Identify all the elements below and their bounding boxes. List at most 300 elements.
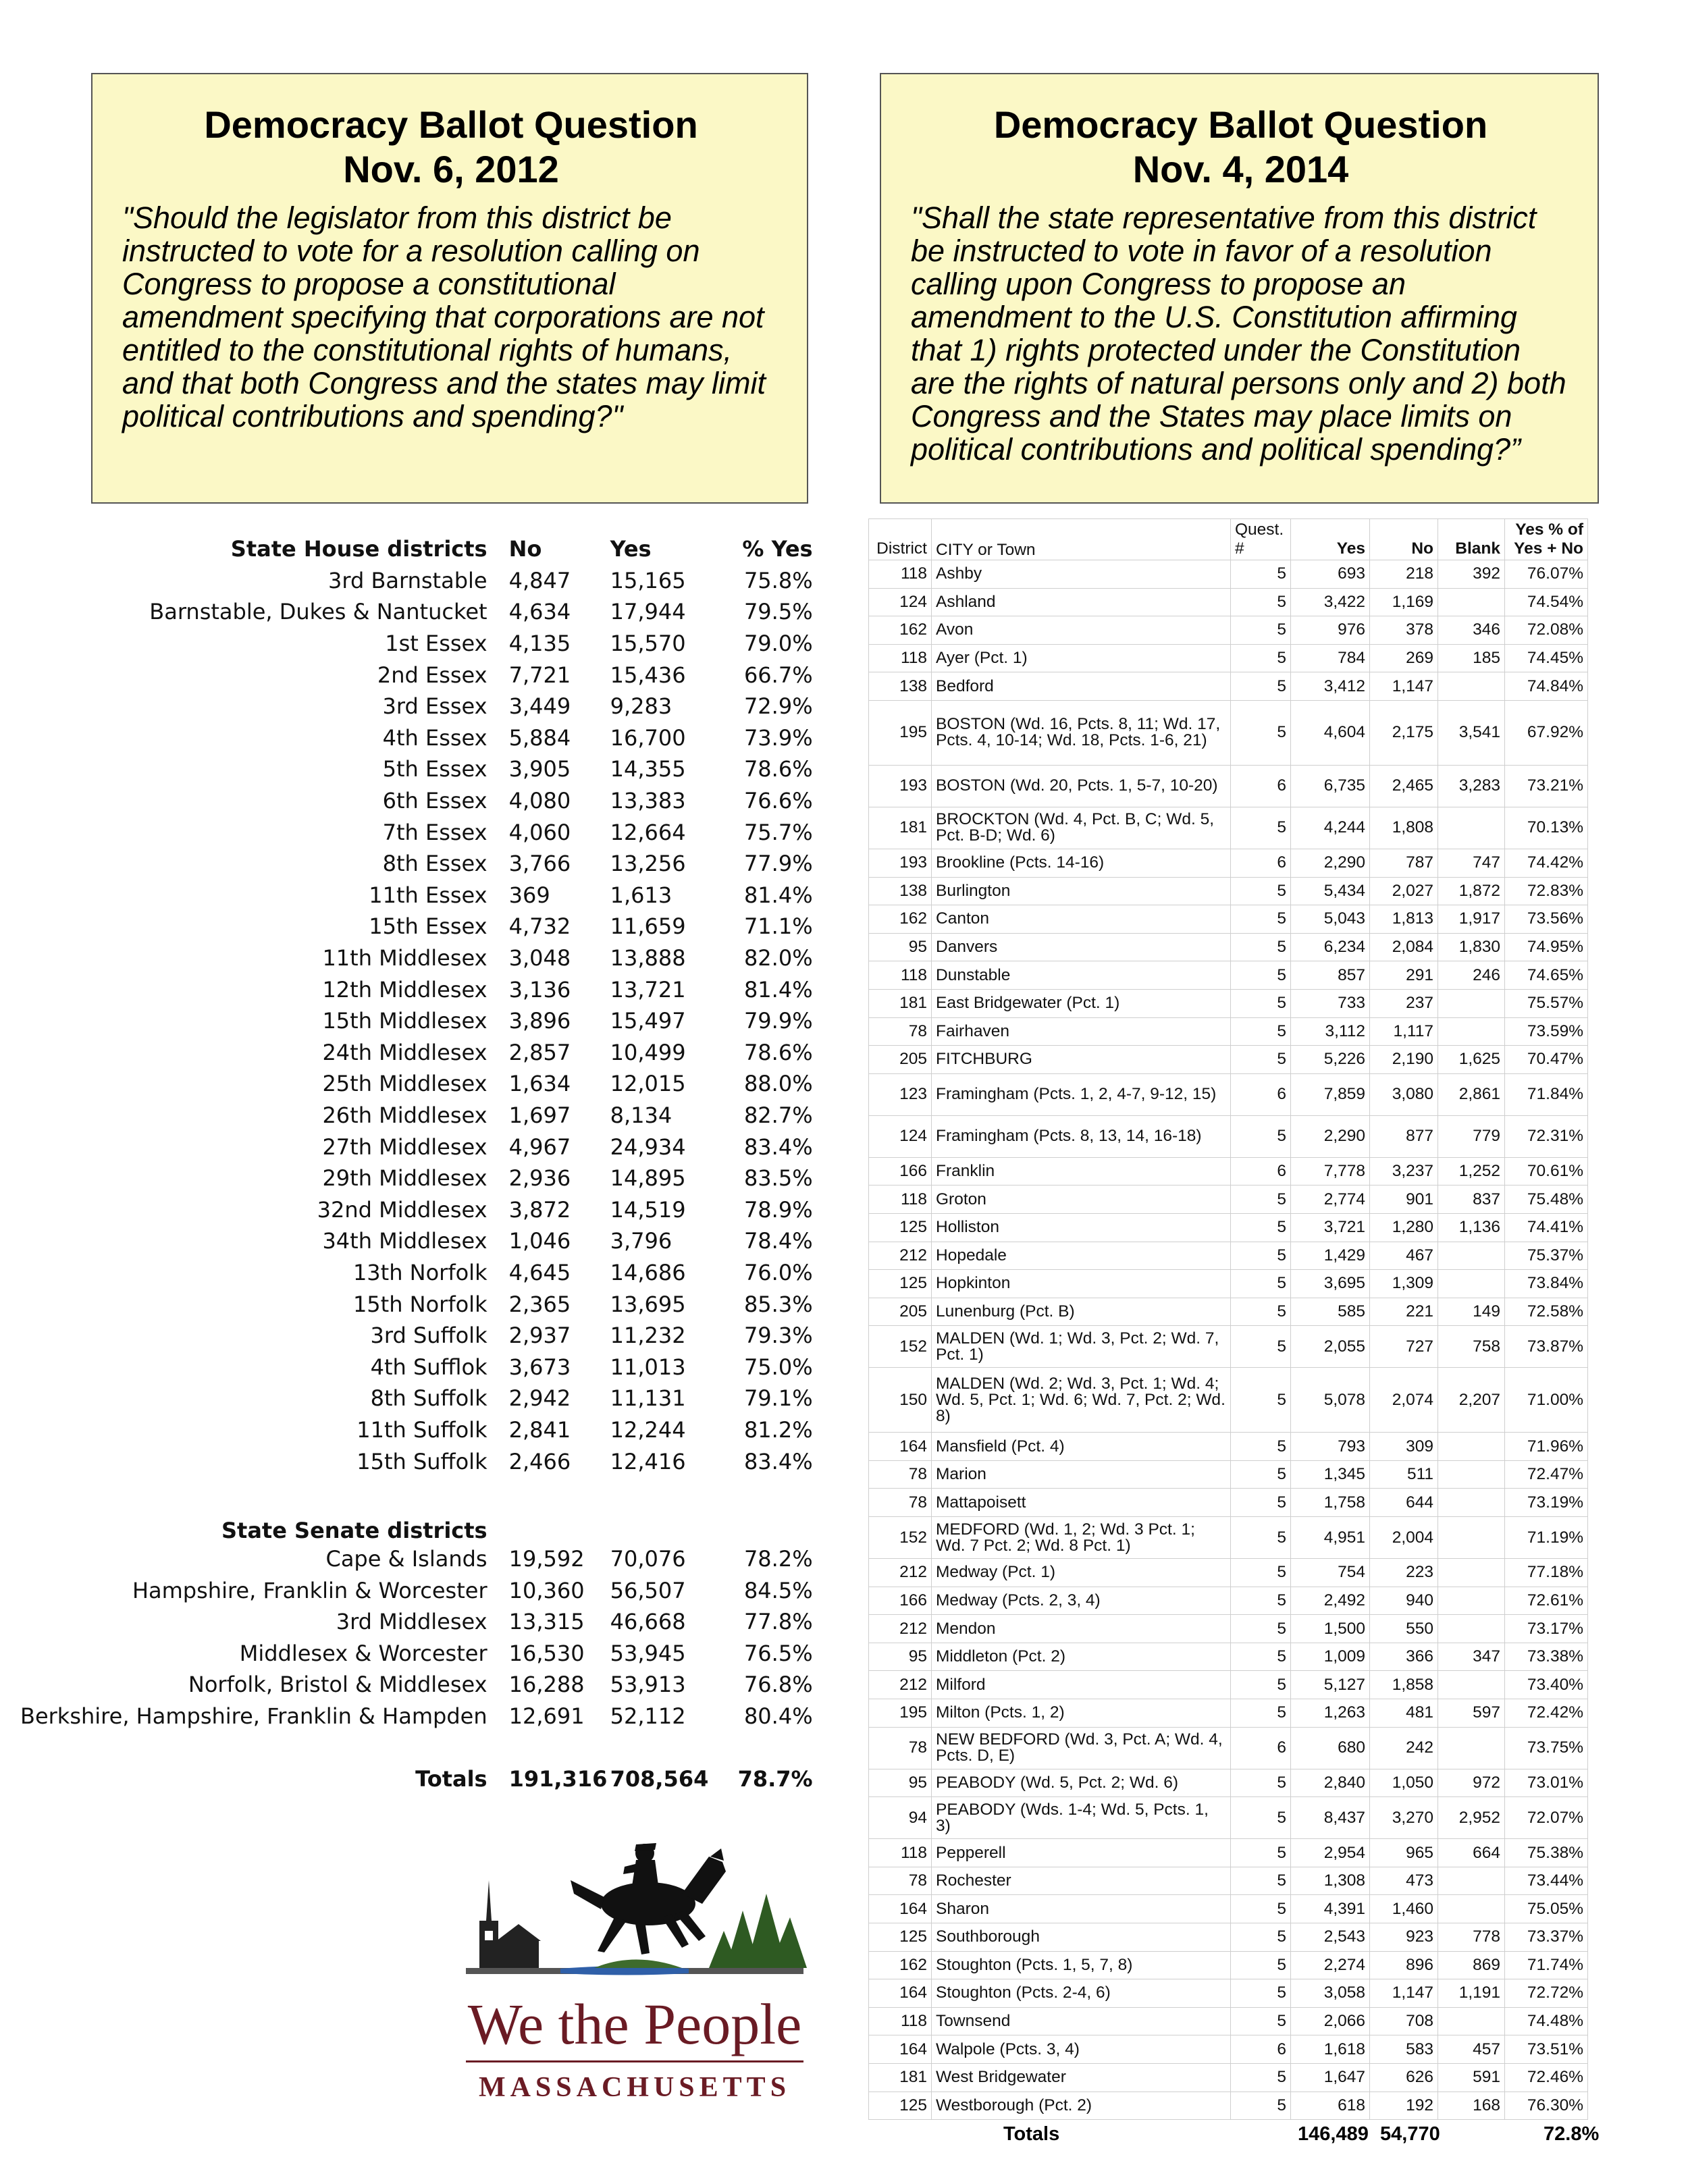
blank-votes: 972 bbox=[1438, 1769, 1505, 1797]
yes-votes: 12,244 bbox=[610, 1416, 686, 1443]
pct-yes: 73.38% bbox=[1505, 1643, 1588, 1671]
results-2014-row bbox=[869, 1046, 1588, 1074]
pct-yes: 78.2% bbox=[743, 1546, 813, 1572]
question-number: 5 bbox=[1231, 961, 1291, 990]
blank-votes bbox=[1438, 989, 1505, 1017]
pct-yes: 72.58% bbox=[1505, 1298, 1588, 1326]
district-name: 15th Essex bbox=[369, 913, 487, 940]
no-votes: 3,449 bbox=[508, 693, 571, 720]
results-2014-row bbox=[869, 2092, 1588, 2120]
city-town: Middleton (Pct. 2) bbox=[932, 1643, 1231, 1671]
pct-yes: 73.87% bbox=[1505, 1326, 1588, 1368]
question-2012-text: "Should the legislator from this district be instructed to vote for a resolution calling on Congress to propose a constitutional amendment specifying that corporations are not entitled to the constitutional rights of humans, and that both Congress and the states may limit political contributions and spending?" bbox=[122, 201, 766, 433]
no-votes: 940 bbox=[1370, 1587, 1438, 1615]
yes-votes: 13,888 bbox=[610, 945, 686, 971]
yes-votes: 3,796 bbox=[610, 1228, 672, 1254]
pct-yes: 71.19% bbox=[1505, 1517, 1588, 1559]
pct-yes: 75.05% bbox=[1505, 1895, 1588, 1923]
results-2014-row bbox=[869, 1433, 1588, 1461]
district-number: 166 bbox=[869, 1157, 932, 1186]
blank-votes: 779 bbox=[1438, 1115, 1505, 1157]
district-number: 125 bbox=[869, 1213, 932, 1242]
district-number: 125 bbox=[869, 2092, 932, 2120]
yes-votes: 6,735 bbox=[1291, 765, 1370, 807]
pct-yes: 74.84% bbox=[1505, 672, 1588, 701]
district-name: 15th Norfolk bbox=[352, 1291, 487, 1317]
yes-votes: 2,290 bbox=[1291, 849, 1370, 877]
blank-votes bbox=[1438, 1270, 1505, 1298]
city-header: CITY or Town bbox=[932, 519, 1231, 560]
pct-yes: 77.18% bbox=[1505, 1559, 1588, 1587]
district-number: 195 bbox=[869, 700, 932, 765]
results-2014-row bbox=[869, 1769, 1588, 1797]
no-votes: 2,942 bbox=[508, 1385, 571, 1412]
no-votes: 877 bbox=[1370, 1115, 1438, 1157]
yes-votes: 14,686 bbox=[610, 1259, 686, 1285]
blank-votes: 346 bbox=[1438, 616, 1505, 645]
no-votes: 19,592 bbox=[508, 1546, 585, 1572]
question-number: 5 bbox=[1231, 877, 1291, 905]
no-votes: 583 bbox=[1370, 2035, 1438, 2064]
district-number: 181 bbox=[869, 2063, 932, 2092]
results-2014-row bbox=[869, 807, 1588, 849]
house-row bbox=[20, 565, 813, 597]
no-votes: 896 bbox=[1370, 1951, 1438, 1979]
no-votes: 3,270 bbox=[1370, 1797, 1438, 1839]
yes-votes: 2,543 bbox=[1291, 1923, 1370, 1952]
question-number: 5 bbox=[1231, 1797, 1291, 1839]
no-votes: 1,169 bbox=[1370, 588, 1438, 616]
district-number: 193 bbox=[869, 765, 932, 807]
blank-votes bbox=[1438, 672, 1505, 701]
yes-votes: 10,499 bbox=[610, 1039, 686, 1065]
yes-votes: 52,112 bbox=[610, 1703, 686, 1730]
no-votes: 2,466 bbox=[508, 1448, 571, 1474]
senate-row bbox=[20, 1701, 813, 1732]
blank-votes: 1,830 bbox=[1438, 933, 1505, 961]
senate-districts-header: State Senate districts bbox=[221, 1517, 487, 1543]
yes-votes: 53,945 bbox=[610, 1640, 686, 1666]
blank-votes: 3,541 bbox=[1438, 700, 1505, 765]
question-number: 5 bbox=[1231, 1489, 1291, 1517]
yes-votes: 3,058 bbox=[1291, 1979, 1370, 2008]
pct-yes: 76.0% bbox=[743, 1259, 813, 1285]
results-2014-row bbox=[869, 1115, 1588, 1157]
no-votes: 2,465 bbox=[1370, 765, 1438, 807]
pine-trees-icon bbox=[709, 1894, 807, 1968]
pct-yes: 67.92% bbox=[1505, 700, 1588, 765]
no-votes: 467 bbox=[1370, 1242, 1438, 1270]
yes-votes: 793 bbox=[1291, 1433, 1370, 1461]
senate-row bbox=[20, 1638, 813, 1670]
blank-votes: 3,283 bbox=[1438, 765, 1505, 807]
yes-votes: 12,416 bbox=[610, 1448, 686, 1474]
pct-yes: 75.8% bbox=[743, 567, 813, 593]
house-row bbox=[20, 942, 813, 974]
district-number: 193 bbox=[869, 849, 932, 877]
pct-yes-header: % Yes bbox=[742, 536, 813, 562]
district-number: 195 bbox=[869, 1699, 932, 1728]
results-2014-row bbox=[869, 905, 1588, 934]
district-name: 11th Middlesex bbox=[322, 945, 487, 971]
pct-yes: 81.4% bbox=[743, 882, 813, 908]
yes-votes: 15,165 bbox=[610, 567, 686, 593]
yes-votes: 1,263 bbox=[1291, 1699, 1370, 1728]
results-2014-row bbox=[869, 1298, 1588, 1326]
yes-votes: 14,355 bbox=[610, 756, 686, 782]
no-votes: 2,074 bbox=[1370, 1368, 1438, 1433]
district-number: 125 bbox=[869, 1270, 932, 1298]
question-number: 5 bbox=[1231, 1326, 1291, 1368]
house-row bbox=[20, 722, 813, 754]
yes-votes: 2,055 bbox=[1291, 1326, 1370, 1368]
city-town: Hopedale bbox=[932, 1242, 1231, 1270]
district-number: 181 bbox=[869, 807, 932, 849]
no-votes: 727 bbox=[1370, 1326, 1438, 1368]
yes-votes: 585 bbox=[1291, 1298, 1370, 1326]
district-number: 181 bbox=[869, 989, 932, 1017]
blank-votes bbox=[1438, 1587, 1505, 1615]
results-2014-row bbox=[869, 2035, 1588, 2064]
yes-votes: 1,429 bbox=[1291, 1242, 1370, 1270]
results-2014-row bbox=[869, 1270, 1588, 1298]
house-row bbox=[20, 848, 813, 880]
no-votes: 1,046 bbox=[508, 1228, 571, 1254]
blank-votes: 2,861 bbox=[1438, 1073, 1505, 1115]
results-2014-body bbox=[869, 560, 1588, 2120]
question-number: 5 bbox=[1231, 1615, 1291, 1643]
pct-yes: 74.54% bbox=[1505, 588, 1588, 616]
district-number: 118 bbox=[869, 560, 932, 589]
district-name: 27th Middlesex bbox=[322, 1134, 487, 1160]
city-town: Mendon bbox=[932, 1615, 1231, 1643]
results-2014-row bbox=[869, 765, 1588, 807]
house-row bbox=[20, 1100, 813, 1131]
no-votes: 3,237 bbox=[1370, 1157, 1438, 1186]
no-votes: 309 bbox=[1370, 1433, 1438, 1461]
no-votes: 481 bbox=[1370, 1699, 1438, 1728]
no-votes: 16,530 bbox=[508, 1640, 585, 1666]
pct-yes: 71.74% bbox=[1505, 1951, 1588, 1979]
district-number: 212 bbox=[869, 1242, 932, 1270]
district-name: 11th Suffolk bbox=[357, 1416, 487, 1443]
yes-votes: 11,659 bbox=[610, 913, 686, 940]
district-number: 78 bbox=[869, 1489, 932, 1517]
district-number: 164 bbox=[869, 1895, 932, 1923]
pct-yes: 76.5% bbox=[743, 1640, 813, 1666]
no-votes: 2,084 bbox=[1370, 933, 1438, 961]
blank-votes: 1,872 bbox=[1438, 877, 1505, 905]
no-votes: 3,673 bbox=[508, 1354, 571, 1380]
city-town: Sharon bbox=[932, 1895, 1231, 1923]
pct-yes: 76.07% bbox=[1505, 560, 1588, 589]
no-votes: 221 bbox=[1370, 1298, 1438, 1326]
no-votes: 1,117 bbox=[1370, 1017, 1438, 1046]
house-row bbox=[20, 880, 813, 911]
no-votes: 1,634 bbox=[508, 1071, 571, 1097]
city-town: Mansfield (Pct. 4) bbox=[932, 1433, 1231, 1461]
district-name: 32nd Middlesex bbox=[317, 1196, 487, 1223]
yes-votes: 5,226 bbox=[1291, 1046, 1370, 1074]
city-town: FITCHBURG bbox=[932, 1046, 1231, 1074]
house-row bbox=[20, 1288, 813, 1320]
results-2014-row bbox=[869, 1517, 1588, 1559]
yes-votes: 754 bbox=[1291, 1559, 1370, 1587]
pct-yes: 79.1% bbox=[743, 1385, 813, 1412]
house-districts-header: State House districts bbox=[230, 536, 487, 562]
district-name: 34th Middlesex bbox=[322, 1228, 487, 1254]
pct-yes: 73.75% bbox=[1505, 1727, 1588, 1769]
yes-header: Yes bbox=[610, 536, 652, 562]
pct-yes: 72.83% bbox=[1505, 877, 1588, 905]
pct-yes: 72.47% bbox=[1505, 1460, 1588, 1489]
pct-yes: 74.41% bbox=[1505, 1213, 1588, 1242]
no-votes: 2,027 bbox=[1370, 877, 1438, 905]
no-votes: 923 bbox=[1370, 1923, 1438, 1952]
pct-yes: 73.37% bbox=[1505, 1923, 1588, 1952]
pct-yes: 81.4% bbox=[743, 976, 813, 1003]
no-votes: 1,050 bbox=[1370, 1769, 1438, 1797]
blank-votes: 747 bbox=[1438, 849, 1505, 877]
pct-yes: 73.44% bbox=[1505, 1867, 1588, 1895]
no-votes: 366 bbox=[1370, 1643, 1438, 1671]
house-row bbox=[20, 911, 813, 942]
yes-votes: 1,009 bbox=[1291, 1643, 1370, 1671]
pct-yes: 78.4% bbox=[743, 1228, 813, 1254]
district-number: 118 bbox=[869, 644, 932, 672]
house-districts-body bbox=[20, 565, 813, 1477]
blank-votes bbox=[1438, 807, 1505, 849]
yes-votes: 13,256 bbox=[610, 851, 686, 877]
no-votes: 4,732 bbox=[508, 913, 571, 940]
pct-yes: 71.84% bbox=[1505, 1073, 1588, 1115]
district-name: 26th Middlesex bbox=[322, 1102, 487, 1128]
senate-row bbox=[20, 1606, 813, 1638]
district-number: 118 bbox=[869, 2007, 932, 2035]
yes-votes: 680 bbox=[1291, 1727, 1370, 1769]
question-number: 5 bbox=[1231, 1017, 1291, 1046]
no-votes: 223 bbox=[1370, 1559, 1438, 1587]
city-town: Southborough bbox=[932, 1923, 1231, 1952]
quest-header-line2: # bbox=[1235, 539, 1244, 558]
question-number: 5 bbox=[1231, 560, 1291, 589]
question-number: 5 bbox=[1231, 1699, 1291, 1728]
yes-votes: 857 bbox=[1291, 961, 1370, 990]
blank-votes bbox=[1438, 1517, 1505, 1559]
district-name: 3rd Middlesex bbox=[336, 1609, 487, 1635]
district-number: 164 bbox=[869, 1979, 932, 2008]
results-2014-header-row bbox=[869, 519, 1588, 560]
question-number: 5 bbox=[1231, 1517, 1291, 1559]
blank-votes: 149 bbox=[1438, 1298, 1505, 1326]
pct-yes: 77.9% bbox=[743, 851, 813, 877]
blank-votes bbox=[1438, 1460, 1505, 1489]
senate-row bbox=[20, 1543, 813, 1575]
blank-votes: 2,207 bbox=[1438, 1368, 1505, 1433]
no-votes: 218 bbox=[1370, 560, 1438, 589]
question-number: 5 bbox=[1231, 672, 1291, 701]
blank-votes bbox=[1438, 1559, 1505, 1587]
no-2014-header: No bbox=[1370, 519, 1438, 560]
city-town: Mattapoisett bbox=[932, 1489, 1231, 1517]
no-votes: 473 bbox=[1370, 1867, 1438, 1895]
district-name: 15th Middlesex bbox=[322, 1008, 487, 1034]
pct-yes: 73.51% bbox=[1505, 2035, 1588, 2064]
question-number: 5 bbox=[1231, 1242, 1291, 1270]
no-votes: 192 bbox=[1370, 2092, 1438, 2120]
yes-votes: 3,721 bbox=[1291, 1213, 1370, 1242]
district-name: Berkshire, Hampshire, Franklin & Hampden bbox=[20, 1703, 487, 1730]
pct-yes: 75.0% bbox=[743, 1354, 813, 1380]
yes-votes: 3,112 bbox=[1291, 1017, 1370, 1046]
pct-yes: 72.08% bbox=[1505, 616, 1588, 645]
no-votes: 269 bbox=[1370, 644, 1438, 672]
yes-votes: 4,951 bbox=[1291, 1517, 1370, 1559]
city-town: NEW BEDFORD (Wd. 3, Pct. A; Wd. 4, Pcts. D, E) bbox=[932, 1727, 1231, 1769]
results-2014-row bbox=[869, 1073, 1588, 1115]
blank-votes: 869 bbox=[1438, 1951, 1505, 1979]
district-number: 95 bbox=[869, 1769, 932, 1797]
yes-votes: 24,934 bbox=[610, 1134, 686, 1160]
no-votes: 7,721 bbox=[508, 662, 571, 688]
results-2014-row bbox=[869, 1671, 1588, 1699]
city-town: BROCKTON (Wd. 4, Pct. B, C; Wd. 5, Pct. B-D; Wd. 6) bbox=[932, 807, 1231, 849]
yes-votes: 3,695 bbox=[1291, 1270, 1370, 1298]
question-number: 5 bbox=[1231, 905, 1291, 934]
pct-yes: 75.7% bbox=[743, 819, 813, 845]
house-row bbox=[20, 1351, 813, 1383]
blank-votes: 246 bbox=[1438, 961, 1505, 990]
question-number: 5 bbox=[1231, 807, 1291, 849]
house-row bbox=[20, 753, 813, 785]
city-town: MALDEN (Wd. 1; Wd. 3, Pct. 2; Wd. 7, Pct. 1) bbox=[932, 1326, 1231, 1368]
city-town: Avon bbox=[932, 616, 1231, 645]
quest-header bbox=[1231, 519, 1291, 560]
pct-yes: 85.3% bbox=[743, 1291, 813, 1317]
results-2014-row bbox=[869, 877, 1588, 905]
city-town: Framingham (Pcts. 8, 13, 14, 16-18) bbox=[932, 1115, 1231, 1157]
yes-votes: 13,383 bbox=[610, 788, 686, 814]
house-row bbox=[20, 1194, 813, 1225]
question-number: 5 bbox=[1231, 989, 1291, 1017]
question-number: 5 bbox=[1231, 1671, 1291, 1699]
district-name: 11th Essex bbox=[369, 882, 487, 908]
district-name: 4th Essex bbox=[382, 724, 487, 751]
pct-yes: 70.13% bbox=[1505, 807, 1588, 849]
house-row bbox=[20, 1383, 813, 1414]
yes-votes: 16,700 bbox=[610, 724, 686, 751]
city-town: Milton (Pcts. 1, 2) bbox=[932, 1699, 1231, 1728]
no-votes: 787 bbox=[1370, 849, 1438, 877]
no-votes: 1,147 bbox=[1370, 1979, 1438, 2008]
question-number: 5 bbox=[1231, 1769, 1291, 1797]
house-row bbox=[20, 1068, 813, 1100]
pct-yes: 73.17% bbox=[1505, 1615, 1588, 1643]
no-votes: 4,847 bbox=[508, 567, 571, 593]
question-number: 5 bbox=[1231, 933, 1291, 961]
yes-votes: 2,774 bbox=[1291, 1186, 1370, 1214]
house-row bbox=[20, 1163, 813, 1194]
pct-yes: 75.48% bbox=[1505, 1186, 1588, 1214]
results-2014-row bbox=[869, 1797, 1588, 1839]
pct-yes: 72.07% bbox=[1505, 1797, 1588, 1839]
district-name: Norfolk, Bristol & Middlesex bbox=[188, 1672, 487, 1698]
district-number: 78 bbox=[869, 1017, 932, 1046]
totals-2014-label: Totals bbox=[1003, 2123, 1060, 2145]
results-2014-row bbox=[869, 1895, 1588, 1923]
yes-votes: 11,232 bbox=[610, 1323, 686, 1349]
blank-votes bbox=[1438, 2007, 1505, 2035]
question-number: 6 bbox=[1231, 765, 1291, 807]
yes-votes: 2,274 bbox=[1291, 1951, 1370, 1979]
house-row bbox=[20, 1257, 813, 1289]
logo-wordmark: We the People bbox=[467, 1992, 802, 2056]
city-town: East Bridgewater (Pct. 1) bbox=[932, 989, 1231, 1017]
no-votes: 2,175 bbox=[1370, 700, 1438, 765]
results-2014-row bbox=[869, 1951, 1588, 1979]
results-2012-table bbox=[20, 533, 813, 1794]
question-number: 5 bbox=[1231, 2063, 1291, 2092]
blank-votes: 168 bbox=[1438, 2092, 1505, 2120]
city-town: Holliston bbox=[932, 1213, 1231, 1242]
yes-votes: 15,497 bbox=[610, 1008, 686, 1034]
blank-votes: 1,136 bbox=[1438, 1213, 1505, 1242]
pct-yes: 72.46% bbox=[1505, 2063, 1588, 2092]
house-row bbox=[20, 1005, 813, 1037]
church-steeple-icon bbox=[479, 1880, 541, 1968]
pct-yes: 73.84% bbox=[1505, 1270, 1588, 1298]
yes-votes: 70,076 bbox=[610, 1546, 686, 1572]
pct-2014-header bbox=[1505, 519, 1588, 560]
question-number: 5 bbox=[1231, 1433, 1291, 1461]
city-town: MEDFORD (Wd. 1, 2; Wd. 3 Pct. 1; Wd. 7 Pct. 2; Wd. 8 Pct. 1) bbox=[932, 1517, 1231, 1559]
blank-votes: 2,952 bbox=[1438, 1797, 1505, 1839]
totals-2014-row bbox=[868, 2116, 1611, 2150]
pct-yes: 79.0% bbox=[743, 631, 813, 657]
yes-votes: 1,618 bbox=[1291, 2035, 1370, 2064]
district-name: 29th Middlesex bbox=[322, 1165, 487, 1192]
results-2014-row bbox=[869, 1213, 1588, 1242]
question-number: 5 bbox=[1231, 1186, 1291, 1214]
no-votes: 4,645 bbox=[508, 1259, 571, 1285]
results-2014-row bbox=[869, 961, 1588, 990]
blank-votes bbox=[1438, 1242, 1505, 1270]
title-2014-date: Nov. 4, 2014 bbox=[1132, 148, 1349, 190]
pct-yes: 78.9% bbox=[743, 1196, 813, 1223]
pct-yes: 77.8% bbox=[743, 1609, 813, 1635]
no-votes: 1,280 bbox=[1370, 1213, 1438, 1242]
city-town: Lunenburg (Pct. B) bbox=[932, 1298, 1231, 1326]
city-town: Townsend bbox=[932, 2007, 1231, 2035]
district-name: 1st Essex bbox=[385, 631, 487, 657]
results-2014-row bbox=[869, 849, 1588, 877]
blank-votes bbox=[1438, 1615, 1505, 1643]
blank-votes bbox=[1438, 1017, 1505, 1046]
pct-yes: 76.30% bbox=[1505, 2092, 1588, 2120]
no-votes: 550 bbox=[1370, 1615, 1438, 1643]
pct-yes: 75.57% bbox=[1505, 989, 1588, 1017]
results-2014-row bbox=[869, 1157, 1588, 1186]
city-town: Dunstable bbox=[932, 961, 1231, 990]
no-votes: 3,080 bbox=[1370, 1073, 1438, 1115]
results-2014-row bbox=[869, 1460, 1588, 1489]
district-number: 164 bbox=[869, 2035, 932, 2064]
blank-votes bbox=[1438, 1433, 1505, 1461]
ballot-question-2012-box bbox=[91, 73, 808, 504]
no-votes: 2,190 bbox=[1370, 1046, 1438, 1074]
city-town: Stoughton (Pcts. 1, 5, 7, 8) bbox=[932, 1951, 1231, 1979]
city-town: Framingham (Pcts. 1, 2, 4-7, 9-12, 15) bbox=[932, 1073, 1231, 1115]
